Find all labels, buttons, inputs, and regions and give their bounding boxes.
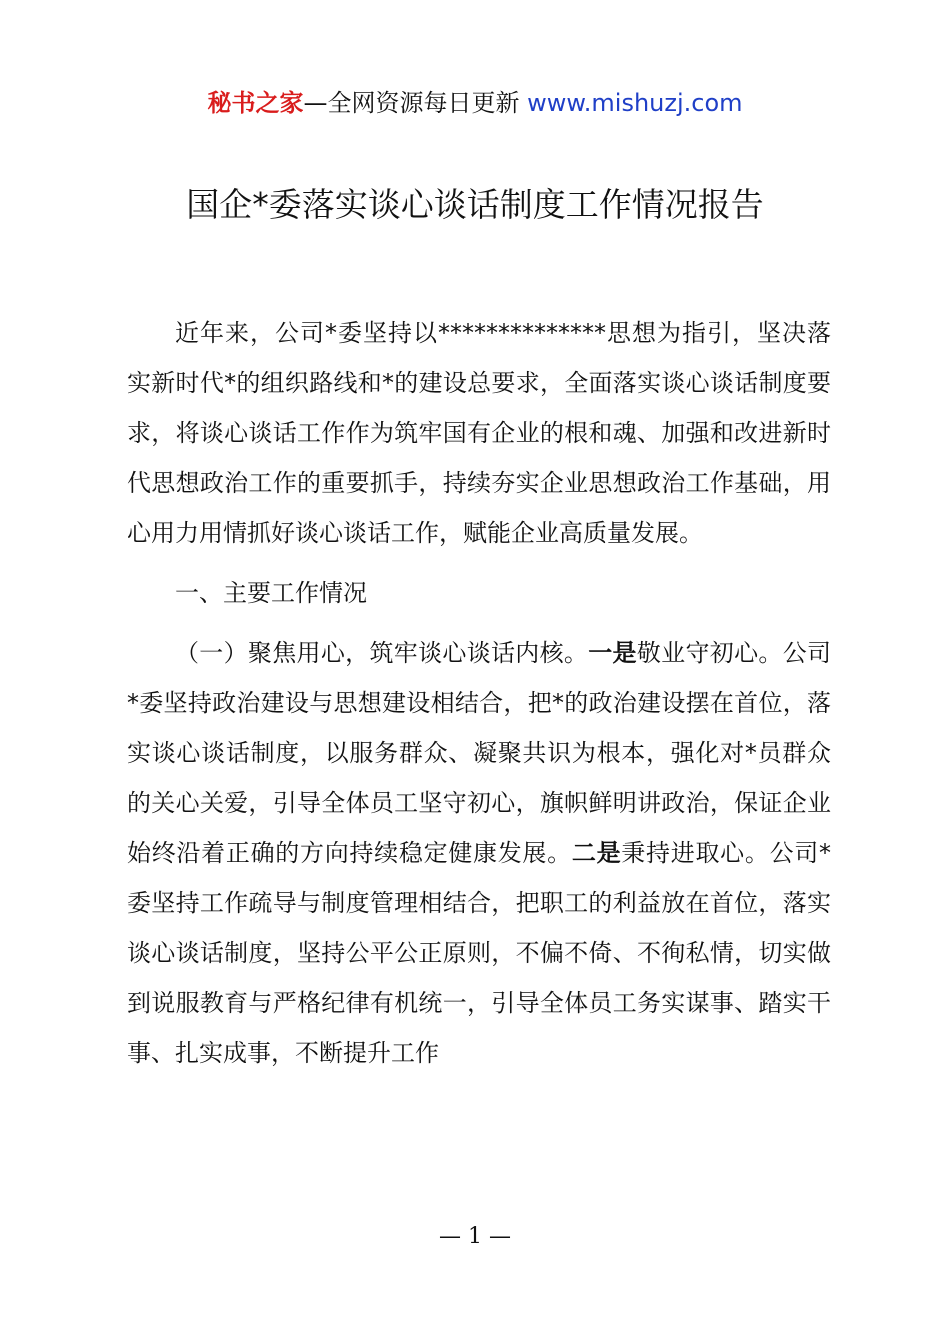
brand-name: 秘书之家 (207, 89, 304, 117)
site-header (0, 86, 950, 120)
site-url-link[interactable]: www.mishuzj.com (527, 89, 743, 117)
point-label-1: 一是 (588, 639, 637, 667)
brand-slogan: —全网资源每日更新 (303, 89, 520, 117)
section-paragraph (127, 628, 831, 1078)
intro-paragraph: 近年来，公司*委坚持以**************思想为指引，坚决落实新时代*的组织路线和*的建设总要求，全面落实谈心谈话制度要求，将谈心谈话工作作为筑牢国有企业的根和魂、加强和改进新时代思想政治工作的重要抓手，持续夯实企业思想政治工作基础，用心用力用情抓好谈心谈话工作，赋能企业高质量发展。 (127, 319, 831, 547)
subsection-lead: （一）聚焦用心，筑牢谈心谈话内核。 (175, 639, 589, 667)
point-text-1: 敬业守初心。公司*委坚持政治建设与思想建设相结合，把*的政治建设摆在首位，落实谈心谈话制度，以服务群众、凝聚共识为根本，强化对*员群众的关心关爱，引导全体员工坚守初心，旗帜鲜明讲政治，保证企业始终沿着正确的方向持续稳定健康发展。 (127, 639, 832, 867)
document-title: 国企*委落实谈心谈话制度工作情况报告 (186, 185, 764, 224)
point-text-2: 秉持进取心。公司*委坚持工作疏导与制度管理相结合，把职工的利益放在首位，落实谈心谈话制度，坚持公平公正原则，不偏不倚、不徇私情，切实做到说服教育与严格纪律有机统一，引导全体员工务实谋事、踏实干事、扎实成事，不断提升工作 (127, 839, 832, 1067)
point-label-2: 二是 (571, 839, 622, 867)
document-body (127, 308, 831, 1078)
section-heading: 一、主要工作情况 (175, 579, 367, 607)
page-number: — 1 — (439, 1224, 511, 1249)
